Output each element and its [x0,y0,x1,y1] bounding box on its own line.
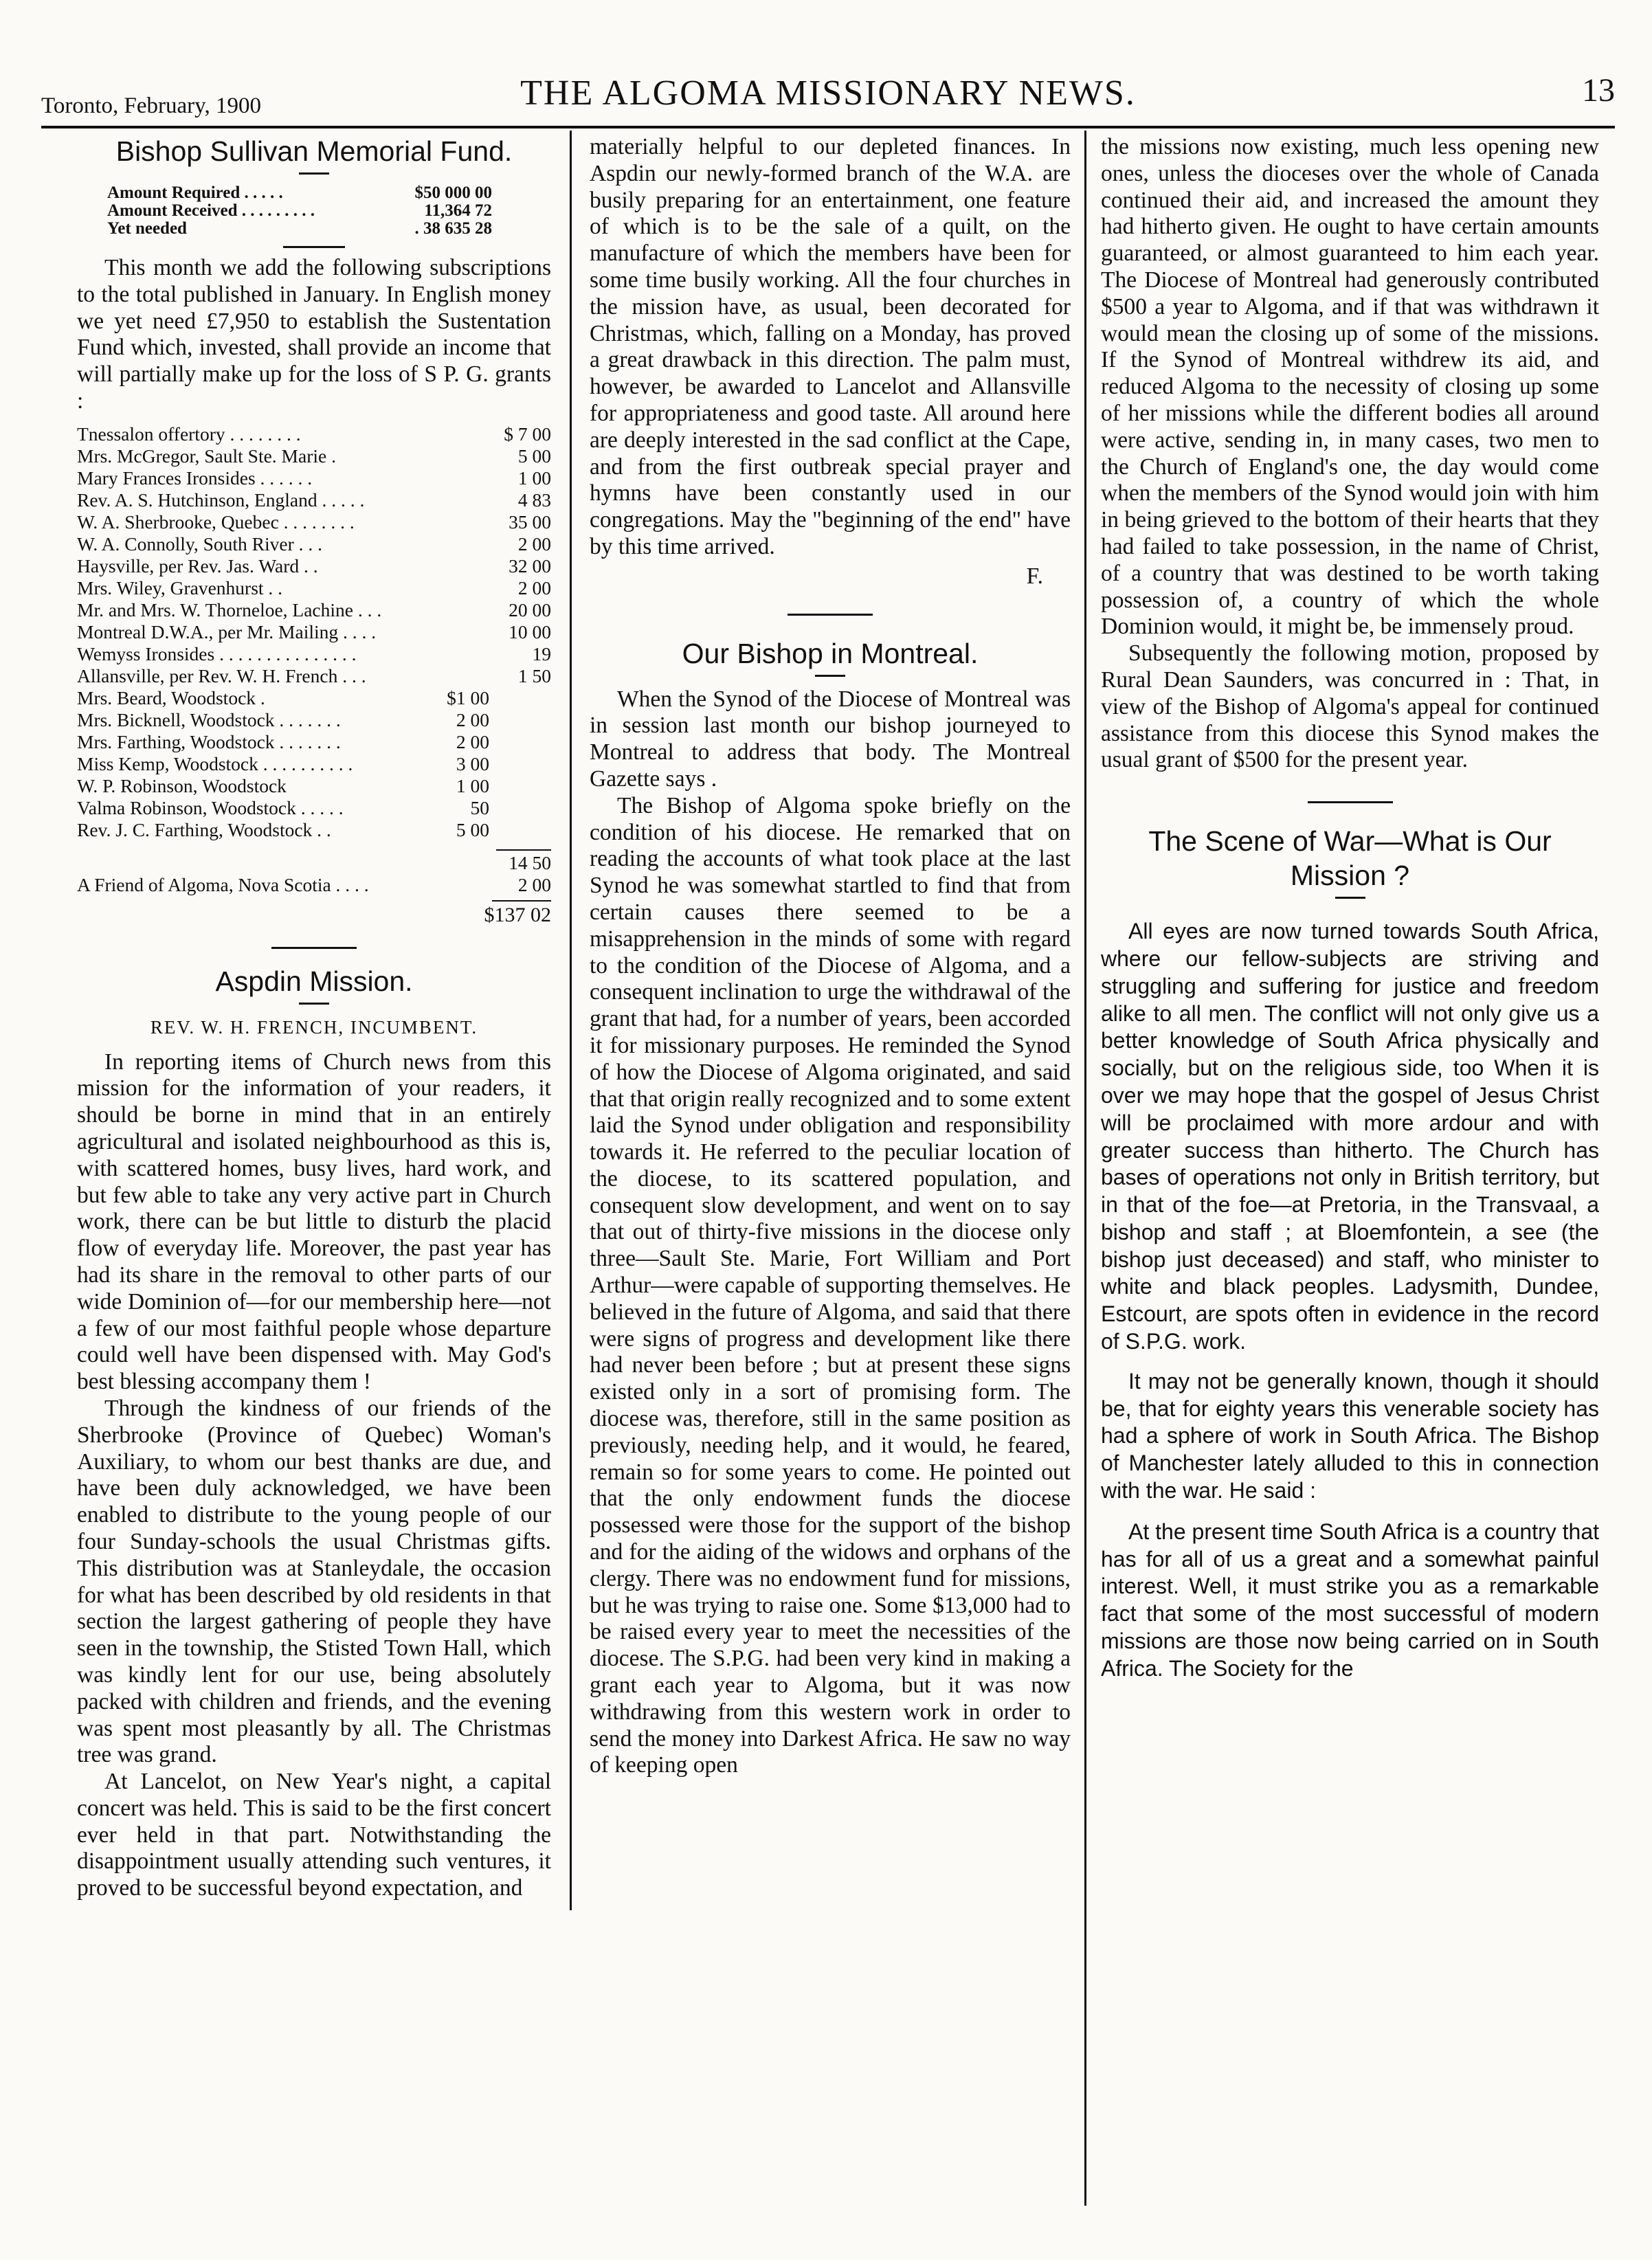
montreal-paragraph: When the Synod of the Diocese of Montreal was in session last month our bishop journeyed to Montreal to address that body. The Montreal Gazette says . [590,686,1071,792]
subscription-row [77,423,551,445]
fund-intro: This month we add the following subscriptions to the total published in January. In English money we yet need £7,950 to establish the Sustentation Fund which, invested, shall provide an income that will partially make up for the loss of S P. G. grants : [77,255,551,414]
subscriber-name: Mrs. McGregor, Sault Ste. Marie . [77,445,336,467]
subscription-amount: 19 [532,642,551,664]
montreal-paragraph: The Bishop of Algoma spoke briefly on the condition of his diocese. He remarked that on reading the accounts of what took place at the last Synod he was somewhat startled to find that from certain causes there seemed to be a misapprehension in the minds of some with regard to the condition of the Diocese of Algoma, and a consequent inclination to urge the withdrawal of the grant that had, for a number of years, been accorded it for missionary purposes. He reminded the Synod of how the Diocese of Algoma originated, and said that that origin really recognized and to some extent laid the Synod under obligation and responsibility towards it. He referred to the peculiar location of the diocese, to its scattered population, and consequent slow development, and went on to say that out of thirty-five missions in the diocese only three—Sault Ste. Marie, Fort William and Port Arthur—were capable of supporting themselves. He believed in the future of Algoma, and said that there were signs of progress and development like there had never been before ; but at present these signs existed only in a sort of promising form. The diocese was, therefore, still in the same position as previously, needing help, and it would, he feared, remain so for some years to come. He pointed out that the only endowment funds the diocese possessed were those for the support of the bishop and for the aiding of the widows and orphans of the clergy. There was no endowment fund for missions, but he was trying to raise one. Some $13,000 had to be raised every year to meet the necessities of the diocese. The S.P.G. had been very kind in making a grant each year to Algoma, but it was now withdrawing from this western work in order to send the money into Darkest Africa. He saw no way of keeping open [590,792,1071,1778]
subtotal-rule [496,849,551,851]
section-rule [788,614,873,616]
aspdin-signature: F. [1026,563,1043,589]
subscription-amount: 20 00 [509,598,551,620]
subscriber-name: W. A. Connolly, South River . . . [77,533,323,555]
subscription-row [77,797,551,819]
subscriber-name: W. P. Robinson, Woodstock [77,774,287,796]
subscription-amount: 2 00 [517,873,551,895]
column-divider [570,131,572,1910]
aspdin-paragraph: In reporting items of Church news from this mission for the information of your readers, it should be borne in mind that in an entirely agricultural and isolated neighbourhood as this is, with scattered homes, busy lives, hard work, and but few able to take any very active part in Church work, there can be but little to disturb the placid flow of everyday life. Moreover, the past year has had its share in the removal to other parts of our wide Dominion of—for our membership here—not a few of our most faithful people whose departure could well have been dispensed with. May God's best blessing accompany them ! [77,1049,551,1395]
summary-value: 11,364 72 [424,201,492,220]
column-2 [590,134,1071,2213]
subscription-row [77,819,551,841]
subscriber-name: Mrs. Farthing, Woodstock . . . . . . . [77,730,341,752]
subscription-amount: 2 00 [517,577,551,598]
subscription-amount: 1 00 [456,774,489,796]
subscription-row [77,775,551,797]
subscriber-name: A Friend of Algoma, Nova Scotia . . . . [77,873,369,895]
subscriber-name: Mrs. Wiley, Gravenhurst . . [77,577,283,598]
column-3 [1101,134,1599,2213]
summary-label: Yet needed [107,219,187,238]
subscription-amount [434,599,489,621]
subscription-amount: 10 00 [509,620,551,642]
heading-dash [1335,897,1365,899]
section-rule [271,947,357,949]
summary-label: Amount Required . . . . . [107,183,283,202]
subscription-amount: 3 00 [456,752,489,774]
montreal-paragraph: the missions now existing, much less opening new ones, unless the dioceses over the whole of Canada continued their aid, and increased the amount they had hitherto given. He ought to have certain amounts guaranteed, or almost guaranteed to him each year. The Diocese of Montreal had generously contributed $500 a year to Algoma, and if that was withdrawn it would mean the closing up of some of the missions. If the Synod of Montreal withdrew its aid, and reduced Algoma to the necessity of closing up some of her missions while the different bodies all around were active, sending in, in many cases, two men to the Church of England's one, the day would come when the members of the Synod would join with him in being grieved to the bottom of their hearts that they had failed to take possession, in the name of Christ, of a country that was destined to be worth taking possession of, a country of which the whole Dominion would, it might be, be immensely proud. [1101,134,1599,640]
subscription-amount: $ 7 00 [504,423,551,445]
summary-value: $50 000 00 [414,183,492,202]
subscriber-name: Mr. and Mrs. W. Thorneloe, Lachine . . . [77,598,382,620]
subscription-amount [489,775,551,797]
masthead-rule [41,126,1615,128]
aspdin-byline: REV. W. H. FRENCH, INCUMBENT. [150,1016,478,1038]
montreal-heading: Our Bishop in Montreal. [682,637,979,669]
section-rule [1308,801,1393,803]
subscription-amount [434,577,489,599]
subscription-row [77,445,551,467]
heading-dash [299,1003,329,1005]
subscription-amount: 1 00 [517,467,551,489]
subscription-amount [489,797,551,819]
masthead [41,69,1615,124]
column-divider [1084,131,1086,2206]
subscription-row [77,753,551,775]
subscription-row [77,665,551,687]
war-paragraph: All eyes are now turned towards South Africa, where our fellow-subjects are striving and struggling and suffering for justice and freedom alike to all men. The conflict will not only give us a better knowledge of South Africa physically and socially, but on the religious side, too When it is over we may hope that the gospel of Jesus Christ will be proclaimed with more ardour and with greater success than hitherto. The Church has bases of operations not only in British territory, but in that of the foe—at Pretoria, in the Transvaal, a bishop and staff ; at Bloemfontein, a see (the bishop just deceased) and staff, who minister to white and black peoples. Ladysmith, Dundee, Estcourt, are spots often in evidence in the record of S.P.G. work. [1101,919,1599,1354]
subscription-amount [434,467,489,489]
subscription-row [77,555,551,577]
summary-rule [283,246,345,248]
war-quote [1101,1519,1599,1683]
page-number: 13 [1582,72,1615,109]
war-heading: The Scene of War—What is Our Mission ? [1148,825,1552,892]
subscription-amount [434,489,489,511]
subscription-amount [434,445,489,467]
issue-date: Toronto, February, 1900 [41,93,261,118]
war-article [1101,824,1599,1683]
subscription-amount [434,423,489,445]
subscription-amount [434,533,489,555]
subscription-row [77,731,551,753]
subscriber-name: Montreal D.W.A., per Mr. Mailing . . . . [77,620,377,642]
fund-summary [107,184,551,238]
subscription-list [77,423,551,841]
quote-text: At the present time South Africa is a country that has for all of us a great and a somewhat painful interest. Well, it must strike you as a remarkable fact that some of the most successful of modern missions are those now being carried on in South Africa. The Society for the [1101,1519,1599,1681]
subscription-amount [489,819,551,841]
woodstock-subtotal: 14 50 [509,851,551,873]
subscription-row [77,467,551,489]
subscription-amount: 2 00 [456,730,489,752]
summary-row [107,184,492,202]
subscription-row [77,511,551,533]
subscriber-name: Rev. J. C. Farthing, Woodstock . . [77,818,331,840]
summary-row [107,220,492,238]
subscription-row [77,621,551,643]
subscription-row [77,577,551,599]
subscriber-name: W. A. Sherbrooke, Quebec . . . . . . . . [77,511,355,533]
total-rule [492,900,551,902]
subscriber-name: Mary Frances Ironsides . . . . . . [77,467,313,489]
aspdin-paragraph: Through the kindness of our friends of the Sherbrooke (Province of Quebec) Woman's Auxiliary, to whom our best thanks are due, and have been duly acknowledged, we have been enabled to distribute to the young people of our four Sunday-schools the usual Christmas gifts. This distribution was at Stanleydale, the occasion for what has been described by old residents in that section the largest gathering of people they have seen in the township, the Stisted Town Hall, which was kindly lent for our use, being absolutely packed with children and friends, and the evening was spent most pleasantly by all. The Christmas tree was grand. [77,1395,551,1768]
column-1 [77,134,551,2213]
subscription-amount: 50 [470,796,489,818]
subscriber-name: Mrs. Bicknell, Woodstock . . . . . . . [77,708,341,730]
summary-label: Amount Received . . . . . . . . . [107,201,315,220]
subscription-amount: 1 50 [517,664,551,686]
subscription-row [77,687,551,709]
subscription-amount: 5 00 [517,445,551,467]
montreal-paragraph: Subsequently the following motion, proposed by Rural Dean Saunders, was concurred in : That, in view of the Bishop of Algoma's appeal for continued assistance from this diocese this Synod makes the usual grant of $500 for the present year. [1101,640,1599,773]
subscription-amount [434,555,489,577]
subscription-amount [489,709,551,731]
heading-dash [299,172,329,175]
subscription-amount: 2 00 [456,708,489,730]
subscriber-name: Allansville, per Rev. W. H. French . . . [77,664,366,686]
heading-dash [815,675,845,677]
newspaper-title: THE ALGOMA MISSIONARY NEWS. [520,74,1136,113]
subscription-amount: $1 00 [447,686,489,708]
subscriber-name: Wemyss Ironsides . . . . . . . . . . . . . . . [77,642,357,664]
summary-row [107,202,492,220]
subscriber-name: Miss Kemp, Woodstock . . . . . . . . . . [77,752,353,774]
aspdin-paragraph: materially helpful to our depleted finances. In Aspdin our newly-formed branch of the W.A. are busily preparing for an entertainment, one feature of which is to be the sale of a quilt, on the manufacture of which the members have been for some time busily working. All the four churches in the mission have, as usual, been decorated for Christmas, which, falling on a Monday, has proved a great drawback in this direction. The palm must, however, be awarded to Lancelot and Allansville for appropriateness and good taste. All around here are deeply interested in the sad conflict at the Cape, and from the first outbreak special prayer and hymns have been constantly used in our congregations. May the "beginning of the end" have by this time arrived. [590,134,1071,559]
subscriber-name: Rev. A. S. Hutchinson, England . . . . . [77,489,365,511]
subscription-amount [434,643,489,665]
subscription-amount: 2 00 [517,533,551,555]
subscription-amount: 4 83 [517,489,551,511]
subscription-amount [434,621,489,643]
subscription-amount [489,753,551,775]
subscription-row [77,489,551,511]
subscription-amount [434,665,489,687]
subscription-amount: 35 00 [509,511,551,533]
summary-value: . 38 635 28 [414,219,492,238]
subtotal-row [77,852,551,874]
aspdin-paragraph: At Lancelot, on New Year's night, a capital concert was held. This is said to be the first concert ever held in that part. Notwithstanding the disappointment usually attending such ventures, it proved to be successful beyond expectation, and [77,1769,551,1901]
subscriber-name: Mrs. Beard, Woodstock . [77,686,265,708]
subscription-row [77,599,551,621]
war-paragraph: It may not be generally known, though it should be, that for eighty years this venerable society has had a sphere of work in South Africa. The Bishop of Manchester lately alluded to this in connection with the war. He said : [1101,1368,1599,1503]
subscription-amount: 5 00 [456,818,489,840]
subscription-row [77,643,551,665]
subscription-amount [489,731,551,753]
subscription-amount: 32 00 [509,555,551,577]
subscription-amount [489,687,551,709]
subscriber-name: Tnessalon offertory . . . . . . . . [77,423,301,445]
subscription-amount [434,511,489,533]
subscription-row [77,709,551,731]
subscriber-name: Haysville, per Rev. Jas. Ward . . [77,555,318,577]
fund-heading: Bishop Sullivan Memorial Fund. [115,135,513,167]
subscription-row [77,533,551,555]
fund-total: $137 02 [484,903,551,926]
subscriber-name: Valma Robinson, Woodstock . . . . . [77,796,344,818]
subscription-subtotal [77,849,551,926]
aspdin-heading: Aspdin Mission. [215,965,413,997]
subscription-row [77,874,551,896]
